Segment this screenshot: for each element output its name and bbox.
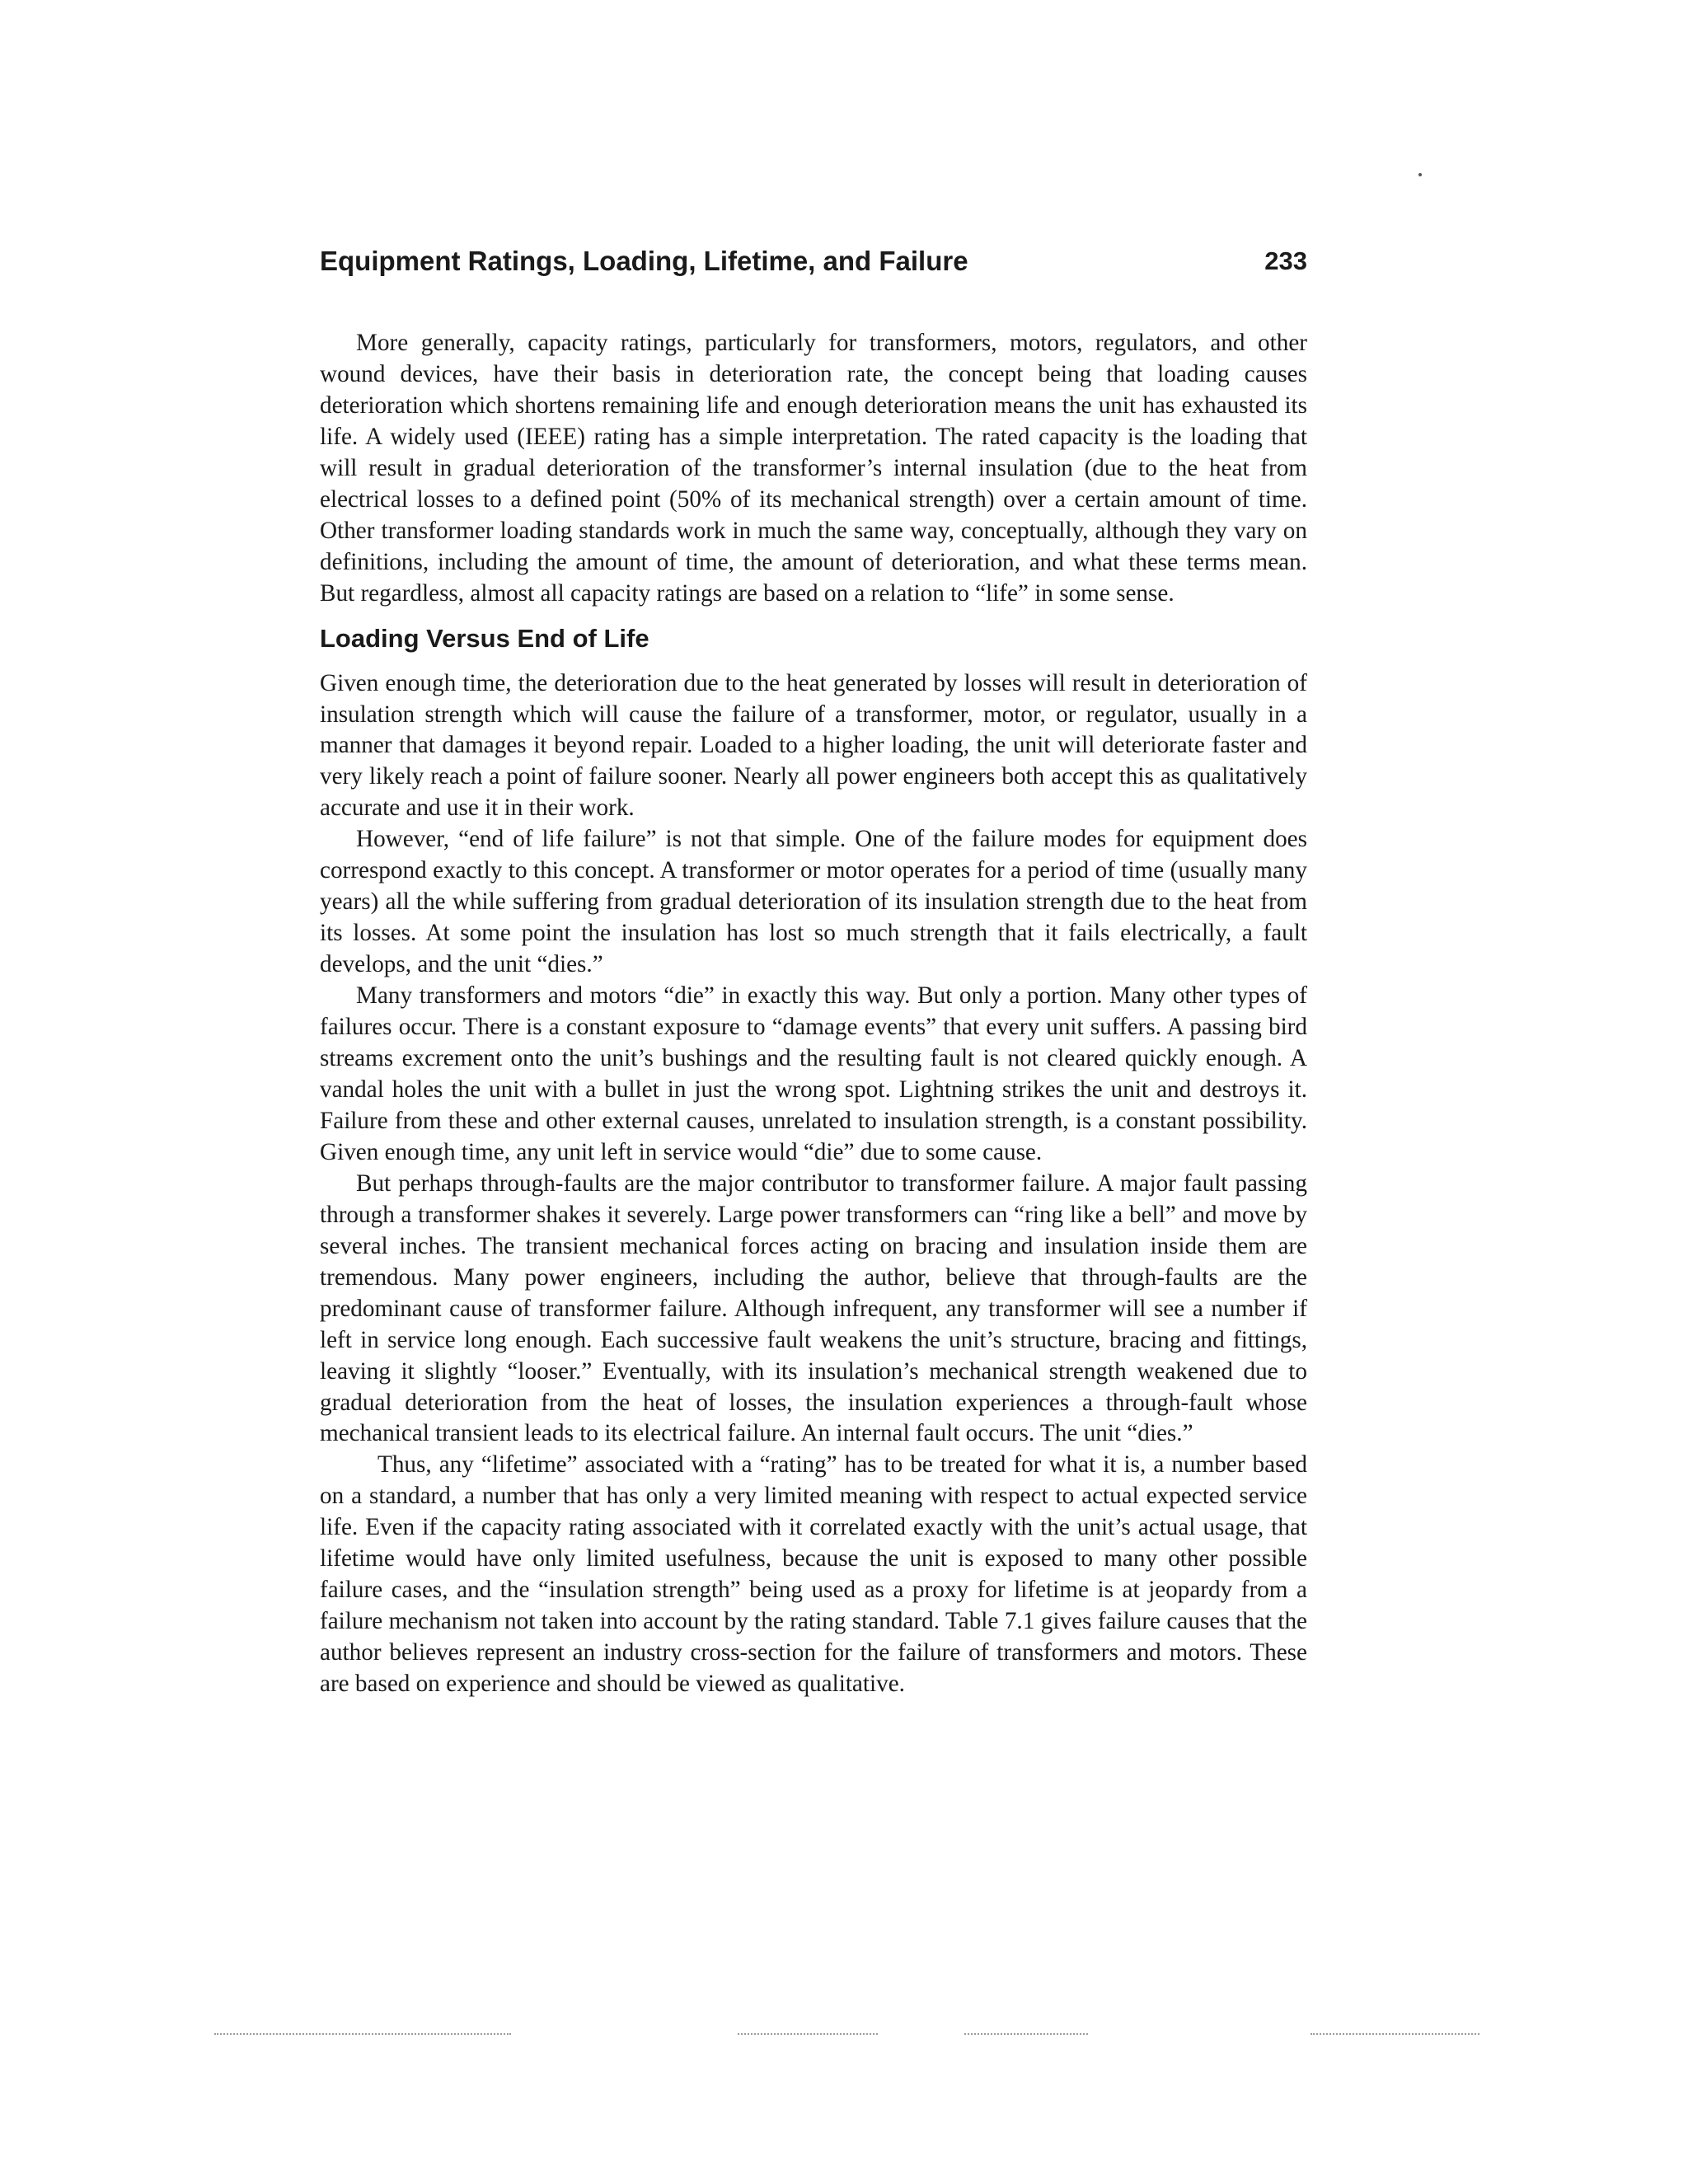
body-text: [320, 328, 1307, 1700]
section-paragraph-3: Many transformers and motors “die” in exactly this way. But only a portion. Many other types of failures occur. There is a constant exposure to “damage events” that every unit suffers. A passing bird streams excrement onto the unit’s bushings and the resulting fault is not cleared quickly enough. A vandal holes the unit with a bullet in just the wrong spot. Lightning strikes the unit and destroys it. Failure from these and other external causes, unrelated to insulation strength, is a constant possibility. Given enough time, any unit left in service would “die” due to some cause.: [320, 982, 1307, 1165]
scan-artifact-line: [964, 2033, 1088, 2036]
intro-paragraph: More generally, capacity ratings, particularly for transformers, motors, regulators, and other wound devices, have their basis in deterioration rate, the concept being that loading causes deterioration which shortens remaining life and enough deterioration means the unit has exhausted its life. A widely used (IEEE) rating has a simple interpretation. The rated capacity is the loading that will result in gradual deterioration of the transformer’s internal insulation (due to the heat from electrical losses to a defined point (50% of its mechanical strength) over a certain amount of time. Other transformer loading standards work in much the same way, conceptually, although they vary on definitions, including the amount of time, the amount of deterioration, and what these terms mean. But regardless, almost all capacity ratings are based on a relation to “life” in some sense.: [320, 330, 1307, 607]
scan-artifact-line: [1311, 2033, 1479, 2036]
header-title: Equipment Ratings, Loading, Lifetime, and Failure: [320, 246, 968, 276]
scan-speck: [1418, 173, 1422, 176]
section-paragraph-1: Given enough time, the deterioration due to the heat generated by losses will result in deterioration of insulation strength which will cause the failure of a transformer, motor, or regulator, usually in a manner that damages it beyond repair. Loaded to a higher loading, the unit will deteriorate faster and very likely reach a point of failure sooner. Nearly all power engineers both accept this as qualitatively accurate and use it in their work.: [320, 669, 1307, 822]
running-header: [320, 241, 1307, 282]
section-paragraph-2: However, “end of life failure” is not that simple. One of the failure modes for equipment does correspond exactly to this concept. A transformer or motor operates for a period of time (usually many years) all the while suffering from gradual deterioration of its insulation strength due to the heat from its losses. At some point the insulation has lost so much strength that it fails electrically, a fault develops, and the unit “dies.”: [320, 826, 1307, 978]
section-paragraph-5: Thus, any “lifetime” associated with a “rating” has to be treated for what it is, a number based on a standard, a number that has only a very limited meaning with respect to actual expected service life. Even if the capacity rating associated with it correlated exactly with the unit’s actual usage, that lifetime would have only limited usefulness, because the unit is exposed to many other possible failure cases, and the “insulation strength” being used as a proxy for lifetime is at jeopardy from a failure mechanism not taken into account by the rating standard. Table 7.1 gives failure causes that the author believes represent an industry cross-section for the failure of transformers and motors. These are based on experience and should be viewed as qualitative.: [320, 1451, 1307, 1698]
scan-artifact-line: [214, 2033, 511, 2036]
page-number: 233: [1264, 246, 1307, 275]
section-paragraph-4: But perhaps through-faults are the major contributor to transformer failure. A major fault passing through a transformer shakes it severely. Large power transformers can “ring like a bell” and move by several inches. The transient mechanical forces acting on bracing and insulation inside them are tremendous. Many power engineers, including the author, believe that through-faults are the predominant cause of transformer failure. Although infrequent, any transformer will see a number if left in service long enough. Each successive fault weakens the unit’s structure, bracing and fittings, leaving it slightly “looser.” Eventually, with its insulation’s mechanical strength weakened due to gradual deterioration from the heat of losses, the insulation experiences a through-fault whose mechanical transient leads to its electrical failure. An internal fault occurs. The unit “dies.”: [320, 1169, 1307, 1447]
scan-artifact-line: [738, 2033, 878, 2036]
section-heading: Loading Versus End of Life: [320, 623, 649, 653]
